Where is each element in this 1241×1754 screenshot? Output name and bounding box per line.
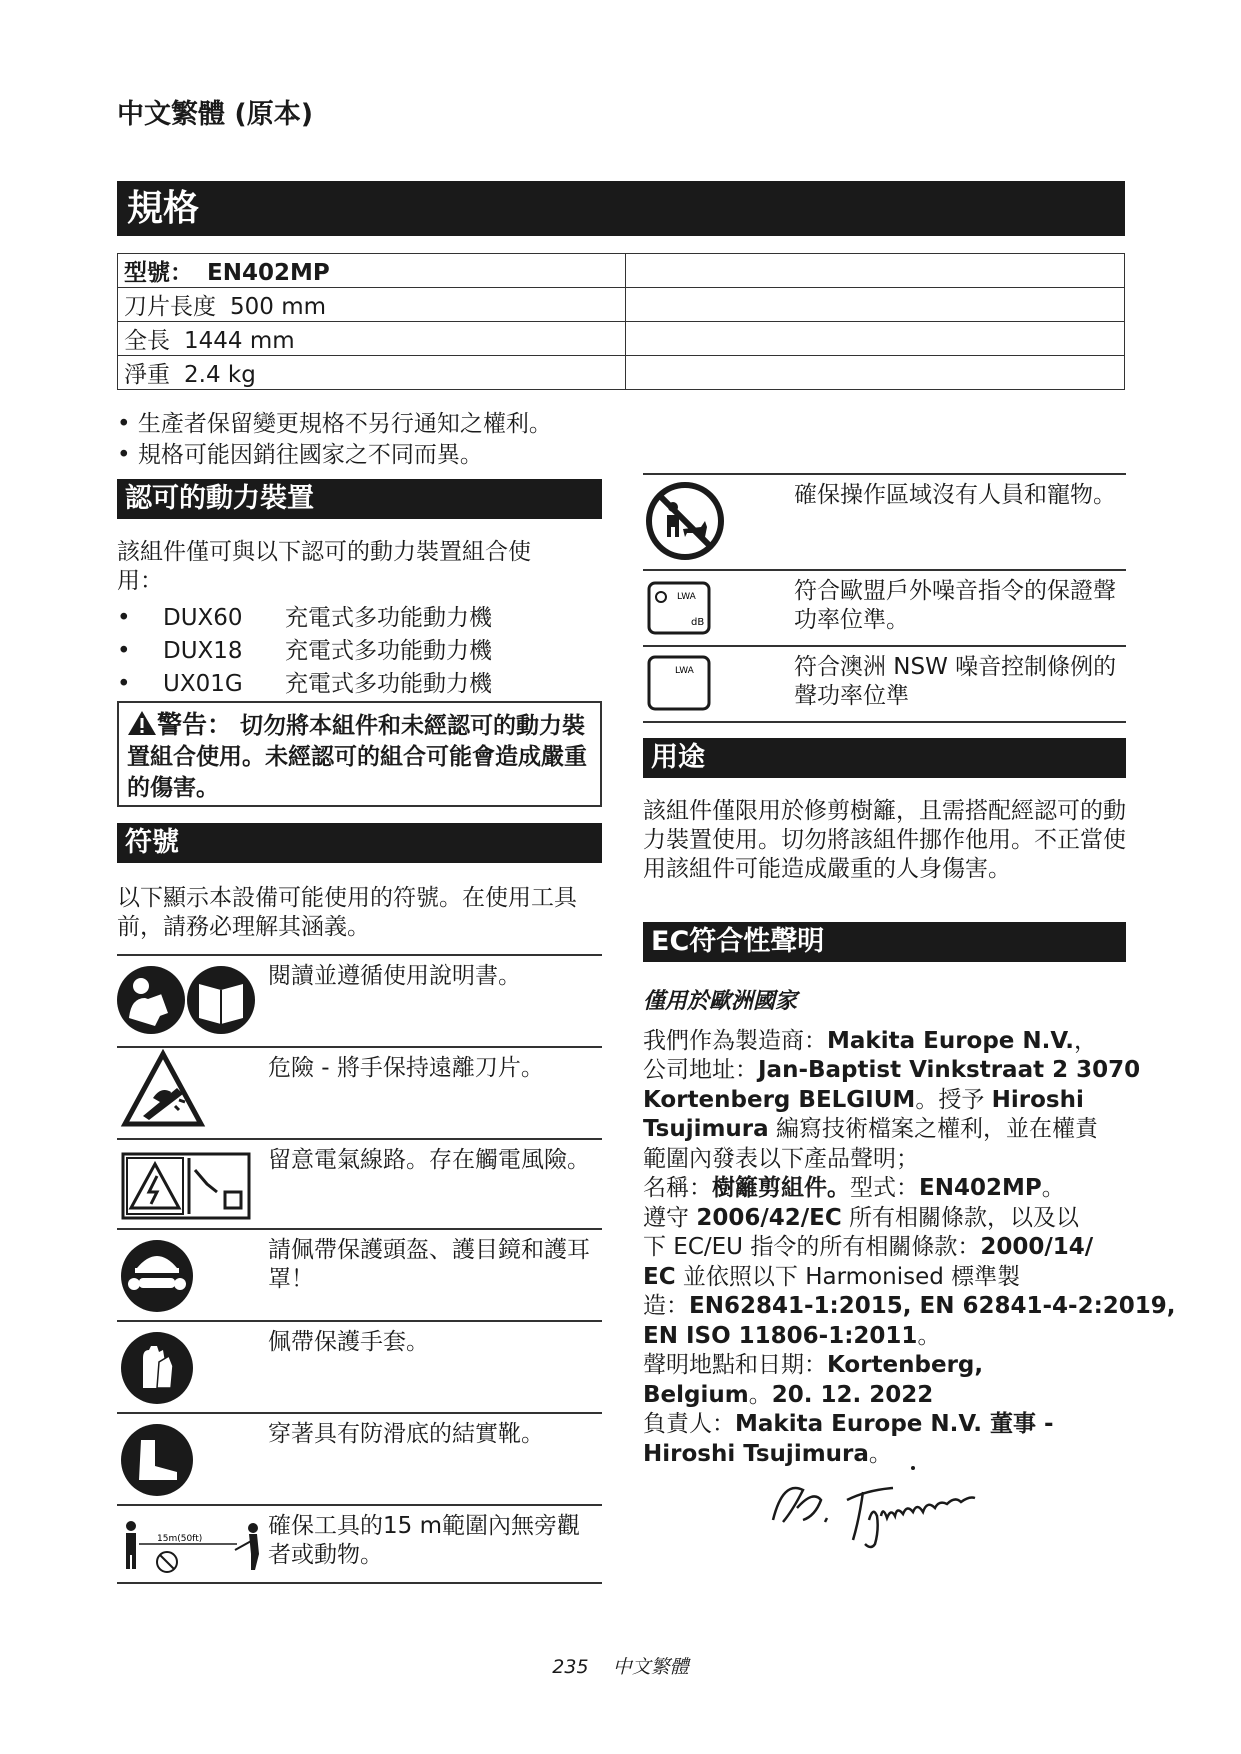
boots-icon — [117, 1414, 257, 1500]
footer-language: 中文繁體 — [612, 1656, 689, 1678]
ec-line: Belgium。20. 12. 2022 — [643, 1381, 934, 1408]
spec-row — [118, 322, 1125, 356]
gloves-icon — [117, 1322, 257, 1408]
unit-model: DUX18 — [163, 638, 243, 664]
ec-line: 負責人：Makita Europe N.V. 董事 - — [643, 1411, 1054, 1437]
spec-row — [118, 254, 1125, 288]
symbol-text: 佩帶保護手套。 — [268, 1321, 602, 1413]
ec-line: 公司地址：Jan-Baptist Vinkstraat 2 3070 — [643, 1057, 1141, 1083]
power-unit-list — [117, 602, 492, 701]
page-footer — [0, 1652, 1241, 1679]
distance-15m-icon — [117, 1506, 267, 1578]
unit-model: UX01G — [163, 671, 243, 697]
symbol-text: 留意電氣線路。存在觸電風險。 — [268, 1139, 602, 1229]
eu-noise-lwa-icon — [643, 571, 783, 641]
symbol-text: 符合歐盟戶外噪音指令的保證聲功率位準。 — [794, 570, 1126, 646]
spec-label: 型號： — [124, 260, 193, 286]
page-number: 235 — [552, 1656, 589, 1678]
intended-use-text: 該組件僅限用於修剪樹籬，且需搭配經認可的動力裝置使用。切勿將該組件挪作他用。不正當使用該組件可能造成嚴重的人身傷害。 — [643, 798, 1126, 882]
nsw-noise-lwa-icon — [643, 647, 783, 717]
svg-text:dB: dB — [691, 617, 705, 628]
electric-shock-icon — [117, 1140, 257, 1224]
ec-line: 範圍內發表以下產品聲明； — [643, 1145, 919, 1172]
ec-line: 造：EN62841-1:2015, EN 62841-4-2:2019, — [643, 1293, 1176, 1319]
no-people-animals-icon — [643, 475, 783, 565]
symbol-row — [643, 570, 1126, 646]
ec-declaration — [643, 987, 1176, 1469]
right-symbols-table — [643, 473, 1126, 723]
intended-use-heading: 用途 — [643, 738, 1126, 778]
unit-desc: 充電式多功能動力機 — [285, 638, 492, 664]
ec-line: 名稱：樹籬剪組件。型式：EN402MP。 — [643, 1175, 1065, 1201]
read-manual-icon — [117, 956, 257, 1040]
ec-subtitle: 僅用於歐洲國家 — [643, 989, 798, 1014]
warning-icon — [127, 710, 157, 736]
symbol-row — [117, 1321, 602, 1413]
signature-image — [763, 1460, 1003, 1550]
symbol-row — [117, 955, 602, 1047]
unit-model: DUX60 — [163, 605, 243, 631]
ec-line: EN ISO 11806-1:2011。 — [643, 1322, 941, 1349]
spec-notes — [117, 409, 552, 471]
symbol-row — [117, 1229, 602, 1321]
spec-note: • 生產者保留變更規格不另行通知之權利。 — [117, 409, 552, 440]
ec-line: Kortenberg BELGIUM。授予 Hiroshi — [643, 1086, 1084, 1113]
distance-label: 15m(50ft) — [157, 1534, 203, 1544]
symbol-text: 穿著具有防滑底的結實靴。 — [268, 1413, 602, 1505]
symbol-text: 符合澳洲 NSW 噪音控制條例的聲功率位準 — [794, 646, 1126, 722]
spec-label: 淨重 — [124, 362, 170, 388]
spec-value: 2.4 kg — [184, 362, 256, 388]
ec-line: 我們作為製造商：Makita Europe N.V.， — [643, 1027, 1097, 1054]
language-title: 中文繁體 (原本) — [117, 99, 314, 130]
helmet-goggles-earmuffs-icon — [117, 1230, 257, 1316]
spec-value: 1444 mm — [184, 328, 295, 354]
list-item: • DUX18 充電式多功能動力機 — [117, 635, 492, 668]
ec-line: EC 並依照以下 Harmonised 標準製 — [643, 1263, 1021, 1290]
ec-line: Tsujimura 編寫技術檔案之權利，並在權責 — [643, 1116, 1098, 1142]
spec-value: EN402MP — [207, 260, 330, 286]
symbol-row — [117, 1047, 602, 1139]
list-item: • DUX60 充電式多功能動力機 — [117, 602, 492, 635]
spec-label: 全長 — [124, 328, 170, 354]
ec-heading: EC符合性聲明 — [643, 922, 1126, 962]
symbol-row — [643, 474, 1126, 570]
symbol-text: 危險 - 將手保持遠離刀片。 — [268, 1047, 602, 1139]
specs-heading: 規格 — [117, 181, 1125, 236]
power-unit-heading: 認可的動力裝置 — [117, 479, 602, 519]
symbol-text: 確保操作區域沒有人員和寵物。 — [794, 474, 1126, 570]
symbol-row — [117, 1139, 602, 1229]
lwa-label: LWA — [677, 592, 696, 602]
spec-row — [118, 356, 1125, 390]
symbols-intro: 以下顯示本設備可能使用的符號。在使用工具前，請務必理解其涵義。 — [117, 885, 577, 940]
warning-text: 切勿將本組件和未經認可的動力裝置組合使用。未經認可的組合可能會造成嚴重的傷害。 — [127, 713, 587, 801]
lwa-label: LWA — [675, 666, 694, 676]
symbol-text: 請佩帶保護頭盔、護目鏡和護耳罩！ — [268, 1229, 602, 1321]
list-item: • UX01G 充電式多功能動力機 — [117, 668, 492, 701]
symbol-text: 閱讀並遵循使用說明書。 — [268, 955, 602, 1047]
ec-line: 聲明地點和日期：Kortenberg, — [643, 1352, 984, 1378]
spec-row — [118, 288, 1125, 322]
symbols-heading: 符號 — [117, 823, 602, 863]
spec-note: • 規格可能因銷往國家之不同而異。 — [117, 440, 552, 471]
unit-desc: 充電式多功能動力機 — [285, 671, 492, 697]
symbol-row — [643, 646, 1126, 722]
hand-blade-danger-icon — [117, 1048, 257, 1132]
symbol-text: 確保工具的15 m範圍內無旁觀者或動物。 — [268, 1505, 602, 1583]
ec-line: 遵守 2006/42/EC 所有相關條款，以及以 — [643, 1204, 1080, 1231]
power-unit-intro: 該組件僅可與以下認可的動力裝置組合使用： — [117, 539, 531, 594]
symbols-table — [117, 954, 602, 1584]
symbol-row — [117, 1413, 602, 1505]
warning-label: 警告： — [157, 710, 233, 739]
ec-line: 下 EC/EU 指令的所有相關條款：2000/14/ — [643, 1234, 1094, 1260]
spec-label: 刀片長度 — [124, 294, 216, 320]
unit-desc: 充電式多功能動力機 — [285, 605, 492, 631]
specs-table — [117, 253, 1125, 390]
warning-box — [117, 701, 602, 807]
ec-line: Hiroshi Tsujimura。 — [643, 1440, 892, 1467]
spec-value: 500 mm — [230, 294, 327, 320]
symbol-row — [117, 1505, 602, 1583]
